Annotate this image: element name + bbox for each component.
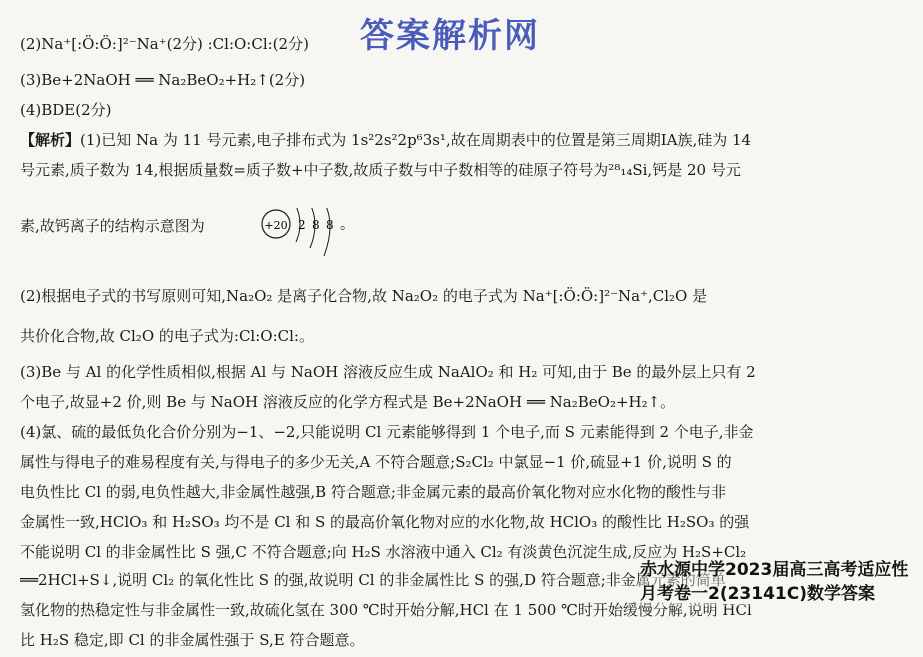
analysis-line-6: (3)Be 与 Al 的化学性质相似,根据 Al 与 NaOH 溶液反应生成 NaAlO₂ 和 H₂ 可知,由于 Be 的最外层上只有 2 [20, 363, 756, 381]
analysis-line-9: 属性与得电子的难易程度有关,与得电子的多少无关,A 不符合题意;S₂Cl₂ 中氯显−1 价,硫显+1 价,说明 S 的 [20, 453, 732, 471]
shell-1-count: 2 [298, 218, 306, 232]
calcium-ion-diagram [258, 208, 378, 268]
shell-3-count: 8 [326, 218, 334, 232]
period-mark: 。 [340, 217, 354, 233]
analysis-text: (1)已知 Na 为 11 号元素,电子排布式为 1s²2s²2p⁶3s¹,故在周期表中的位置是第三周期ⅠA族,硅为 14 [80, 131, 752, 149]
analysis-line-2: 号元素,质子数为 14,根据质量数=质子数+中子数,故质子数与中子数相等的硅原子符号为²⁸₁₄Si,钙是 20 号元 [20, 161, 741, 179]
shell-2-count: 8 [312, 218, 320, 232]
analysis-line-3 [20, 216, 911, 236]
document-title-overlay: 赤水源中学2023届高三高考适应性月考卷一2(23141C)数学答案 [640, 558, 923, 606]
nucleus-label: +20 [264, 219, 288, 232]
analysis-line-15: 比 H₂S 稳定,即 Cl 的非金属性强于 S,E 符合题意。 [20, 631, 365, 649]
analysis-line-4: (2)根据电子式的书写原则可知,Na₂O₂ 是离子化合物,故 Na₂O₂ 的电子式为 Na⁺[:Ö:Ö:]²⁻Na⁺,Cl₂O 是 [20, 287, 708, 305]
analysis-line-11: 金属性一致,HClO₃ 和 H₂SO₃ 均不是 Cl 和 S 的最高价氧化物对应的水化物,故 HClO₃ 的酸性比 H₂SO₃ 的强 [20, 513, 750, 531]
analysis-line-13: ══2HCl+S↓,说明 Cl₂ 的氧化性比 S 的强,故说明 Cl 的非金属性比 S 的强,D 符合题意;非金属元素的简单 [20, 571, 726, 589]
analysis-label: 【解析】 [20, 131, 81, 149]
answer-line-2: (2)Na⁺[:Ö:Ö:]²⁻Na⁺(2分) :Cl:O:Cl:(2分) [20, 35, 309, 53]
calcium-ion-text: 素,故钙离子的结构示意图为 [20, 217, 205, 235]
analysis-line-1 [20, 130, 911, 150]
answer-line-3: (3)Be+2NaOH ══ Na₂BeO₂+H₂↑(2分) [20, 71, 306, 89]
analysis-line-7: 个电子,故显+2 价,则 Be 与 NaOH 溶液反应的化学方程式是 Be+2NaOH ══ Na₂BeO₂+H₂↑。 [20, 393, 676, 411]
watermark-logo: 答案解析网 [360, 16, 540, 56]
analysis-line-12: 不能说明 Cl 的非金属性比 S 强,C 不符合题意;向 H₂S 水溶液中通入 Cl₂ 有淡黄色沉淀生成,反应为 H₂S+Cl₂ [20, 543, 747, 561]
analysis-line-14: 氢化物的热稳定性与非金属性一致,故硫化氢在 300 ℃时开始分解,HCl 在 1 500 ℃时开始缓慢分解,说明 HCl [20, 601, 752, 619]
analysis-line-10: 电负性比 Cl 的弱,电负性越大,非金属性越强,B 符合题意;非金属元素的最高价氧化物对应水化物的酸性与非 [20, 483, 726, 501]
analysis-line-8: (4)氯、硫的最低负化合价分别为−1、−2,只能说明 Cl 元素能够得到 1 个电子,而 S 元素能得到 2 个电子,非金 [20, 423, 754, 441]
answer-line-4: (4)BDE(2分) [20, 101, 112, 119]
analysis-line-5: 共价化合物,故 Cl₂O 的电子式为:Cl:O:Cl:。 [20, 327, 314, 345]
